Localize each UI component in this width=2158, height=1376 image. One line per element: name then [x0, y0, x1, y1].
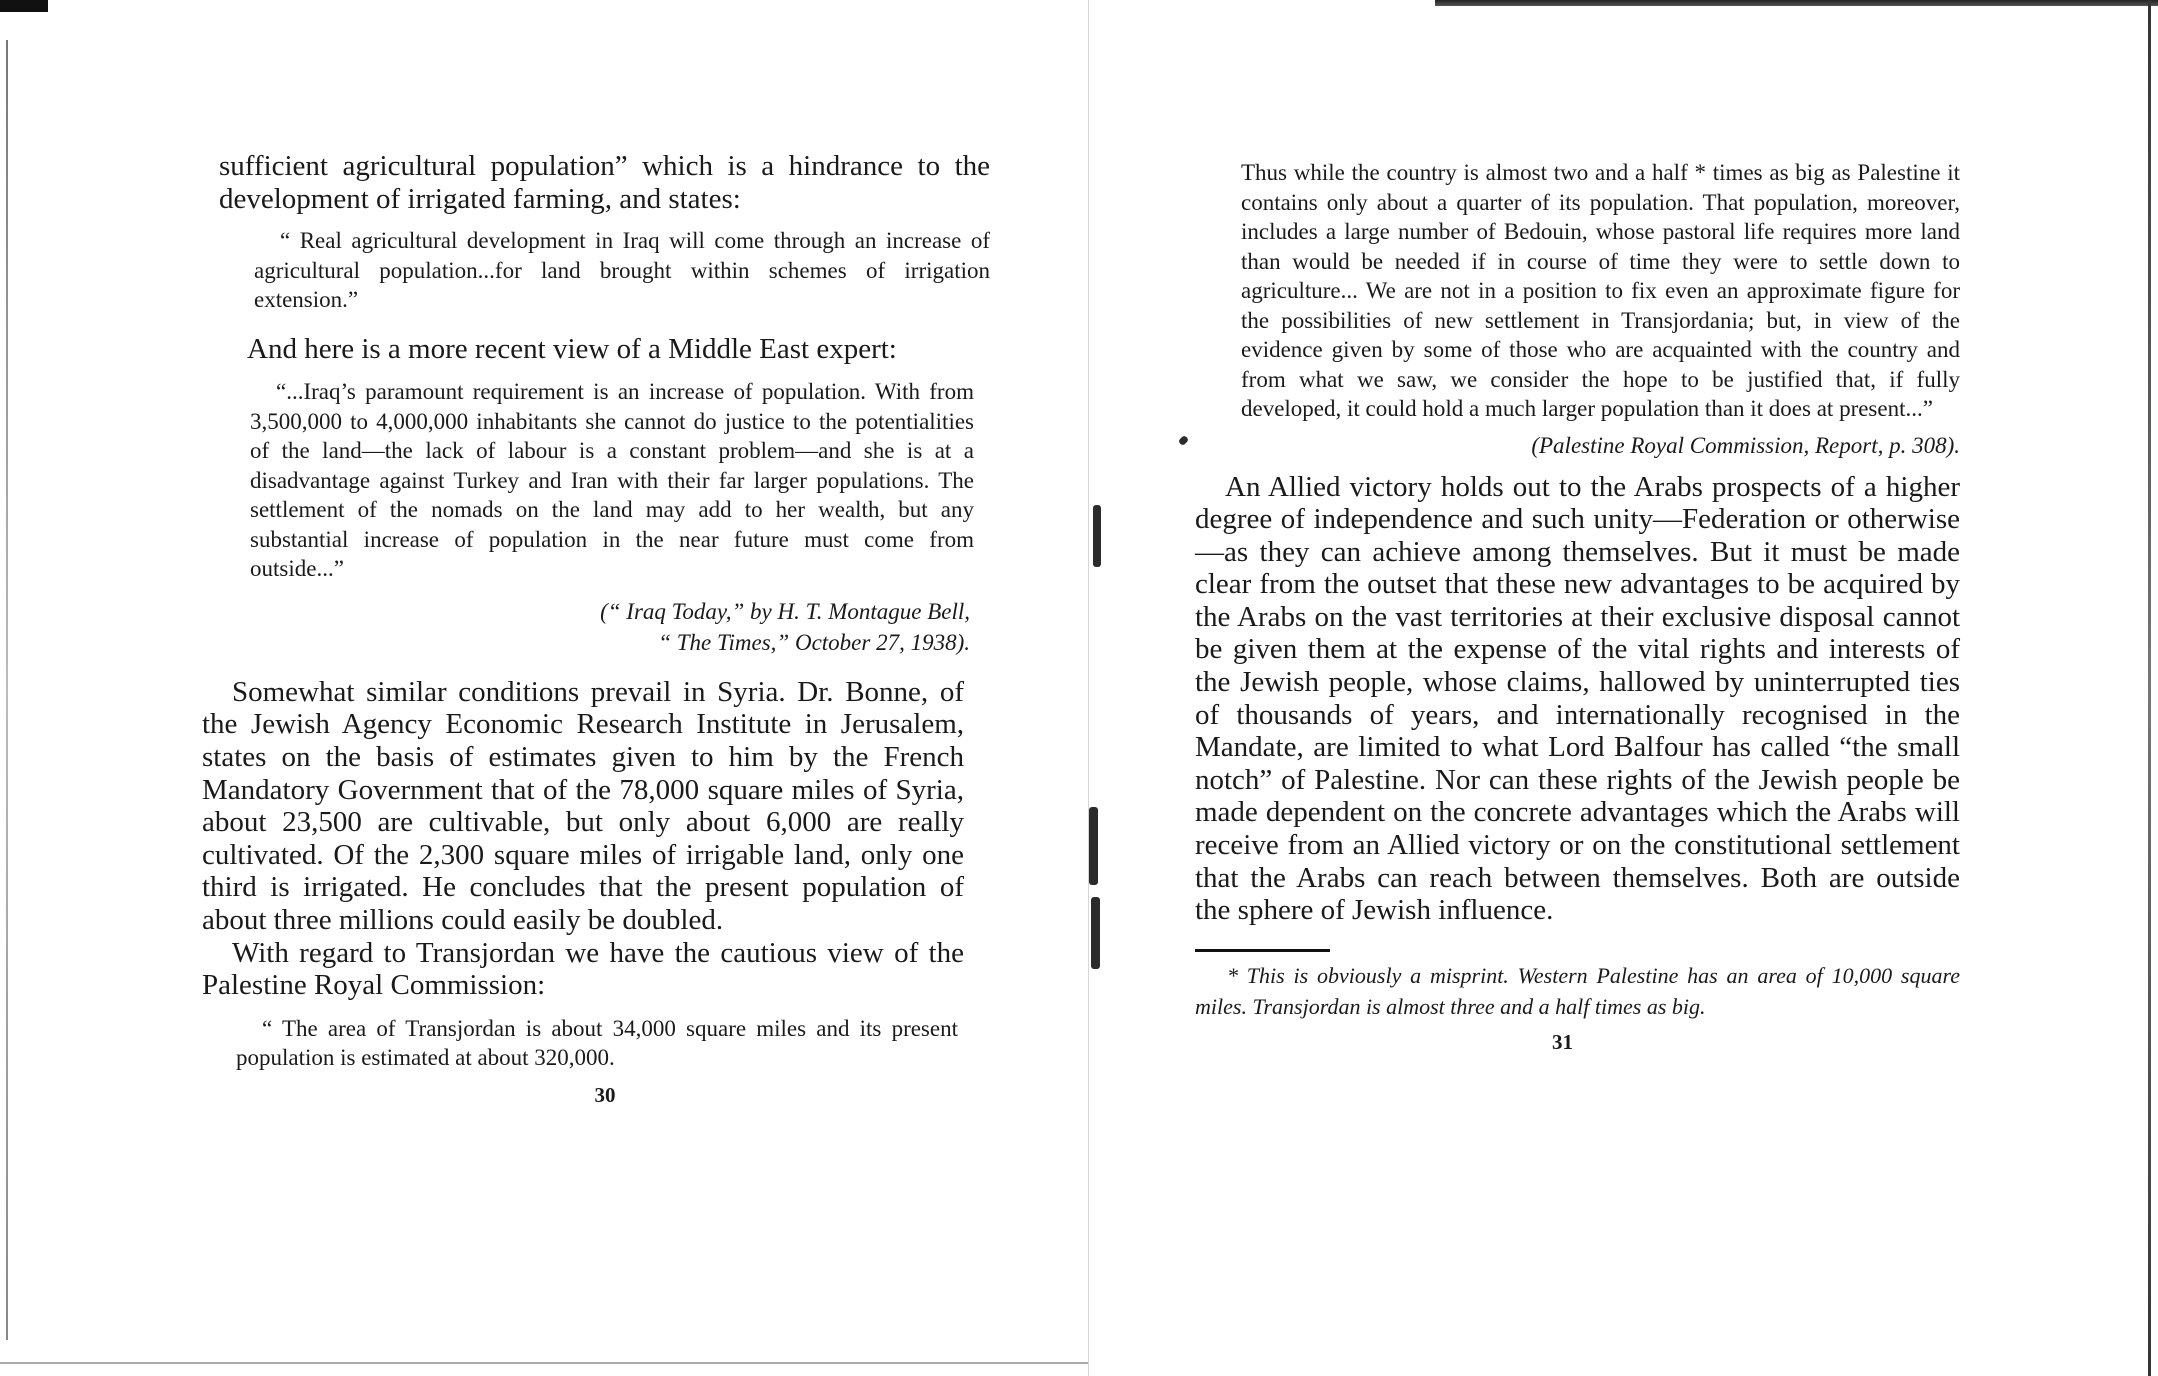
left-citation-line-2: “ The Times,” October 27, 1938). — [658, 629, 970, 655]
binding-mark — [1178, 435, 1189, 446]
binding-mark — [1091, 897, 1100, 969]
left-quote-3: “ The area of Transjordan is about 34,000 square miles and its present population is estimated at about 320,000. — [236, 1015, 958, 1071]
binding-mark — [1093, 505, 1101, 567]
right-citation: (Palestine Royal Commission, Report, p. 308). — [1531, 432, 1960, 458]
left-paragraph-3: Somewhat similar conditions prevail in Syria. Dr. Bonne, of the Jewish Agency Economic Research Institute in Jerusalem, states on the basis of estimates given to him by the French Mandatory Government that of the 78,000 square miles of Syria, about 23,500 are cultivable, but only about 6,000 are really cultivated. Of the 2,300 square miles of irrigable land, only one third is irrigated. He concludes that the present population of about three millions could easily be doubled. — [202, 675, 964, 936]
scan-bottom-edge — [0, 1362, 1088, 1364]
page-number-right: 31 — [1552, 1029, 1573, 1054]
left-page — [200, 150, 990, 1108]
left-paragraph-4: With regard to Transjordan we have the cautious view of the Palestine Royal Commission: — [202, 936, 964, 1002]
left-paragraph-1: sufficient agricultural population” which is a hindrance to the development of irrigated farming, and states: — [219, 150, 990, 215]
scan-corner-mark — [0, 0, 48, 12]
right-paragraph-1: An Allied victory holds out to the Arabs prospects of a higher degree of independence and such unity—Federation or otherwise—as they can achieve among themselves. But it must be made clear from the outset that these new advantages to be acquired by the Arabs on the vast territories at their exclusive disposal cannot be given them at the expense of the vital rights and interests of the Jewish people, whose claims, hallowed by uninterrupted ties of thousands of years, and internationally recognised in the Mandate, are limited to what Lord Balfour has called “the small notch” of Palestine. Nor can these rights of the Jewish people be made dependent on the concrete advantages which the Arabs will receive from an Allied victory or on the constitutional settlement that the Arabs can reach between themselves. Both are outside the sphere of Jewish influence. — [1195, 470, 1960, 927]
right-footnote: * This is obviously a misprint. Western Palestine has an area of 10,000 square miles. Transjordan is almost three and a half times as big. — [1195, 962, 1960, 1019]
right-quote-continued: Thus while the country is almost two and a half * times as big as Palestine it contains only about a quarter of its population. That population, moreover, includes a large number of Bedouin, whose pastoral life requires more land than would be needed if in course of time they were to settle down to agriculture... We are not in a position to fix even an approximate figure for the possibilities of new settlement in Transjordania; but, in view of the evidence given by some of those who are acquainted with the country and from what we saw, we consider the hope to be justified that, if fully developed, it could hold a much larger population than it does at present...” — [1241, 160, 1960, 421]
left-quote-1: “ Real agricultural development in Iraq will come through an increase of agricultural population...for land brought within schemes of irrigation extension.” — [254, 228, 990, 313]
right-page — [1195, 158, 1960, 1055]
book-gutter — [1088, 0, 1089, 1376]
footnote-rule — [1195, 949, 1330, 952]
left-citation-line-1: (“ Iraq Today,” by H. T. Montague Bell, — [600, 598, 970, 624]
binding-mark — [1089, 807, 1098, 885]
scan-top-edge — [1435, 0, 2158, 6]
left-quote-2: “...Iraq’s paramount requirement is an increase of population. With from 3,500,000 to 4,000,000 inhabitants she cannot do justice to the potentialities of the land—the lack of labour is a constant problem—and she is at a disadvantage against Turkey and Iran with their far larger populations. The settlement of the nomads on the land may add to her wealth, but any substantial increase of population in the near future must come from outside...” — [250, 379, 974, 582]
scan-right-edge — [2148, 0, 2151, 1376]
left-citation — [200, 596, 970, 658]
left-paragraph-2: And here is a more recent view of a Middle East expert: — [247, 332, 897, 365]
page-number-left: 30 — [594, 1082, 616, 1107]
scan-left-edge — [6, 40, 8, 1340]
